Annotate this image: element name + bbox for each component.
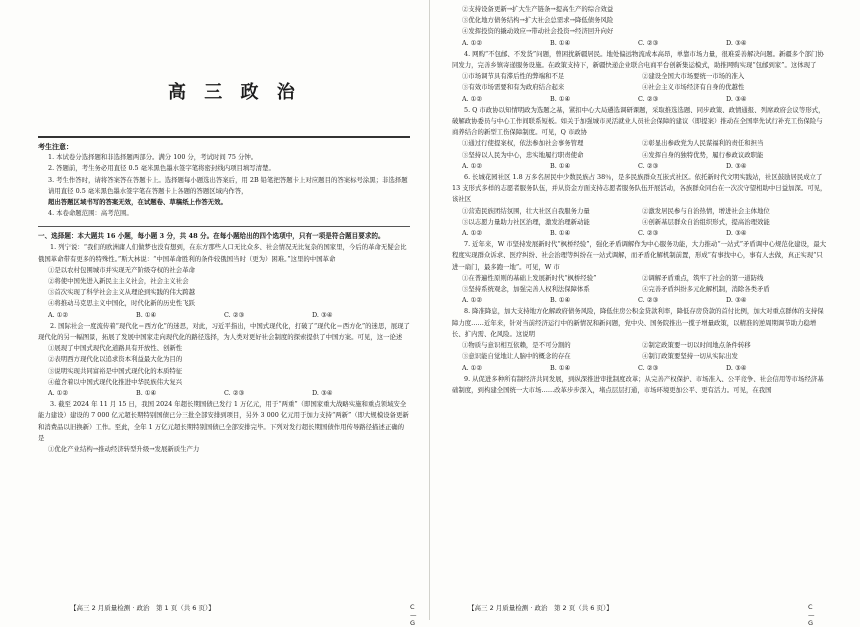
answer-d: D. ③④ xyxy=(312,310,333,319)
q8-options-row xyxy=(452,351,828,362)
answer-a: A. ①② xyxy=(462,363,483,372)
q7-option: ③坚持系统观念，加强完善人权利法保障体系 xyxy=(462,285,590,294)
question-2-stem: 2. 国际社会一度流传着“现代化＝西方化”的迷思，对此，习近平指出，中国式现代化，打破了“现代化＝西方化”的迷思，展现了现代化的另一幅图景，拓展了发展中国家走向现代化的路径选择，为人类对更好社会制度的探索提供了中国方案。可见，这一论述 xyxy=(38,321,410,342)
notice-item: 3. 考生作答时，请将答案答在答题卡上。选择题每小题选出答案后，用 2B 铅笔把答题卡上对应题目的答案标号涂黑；非选择题请用直径 0.5 毫米黑色墨水签字笔在答题卡上各题的答题区域内作答， xyxy=(48,175,408,195)
question-6-stem: 6. 长城花园社区 1.8 万多名居民中少数民族占 38％，是多民族群众互嵌式社区。依托新时代文明实践站，社区鼓励居民成立了 13 支形式多样的志愿者服务队伍，并从资金方面支持志愿者服务队伍开展活动，各族群众同台在一次次守望相助中日益加深。可见，该社区 xyxy=(452,173,827,204)
q6-answers xyxy=(452,228,828,239)
q1-option: ①是以农村包围城市并实现无产阶级夺权的社会革命 xyxy=(48,265,195,274)
answer-b: B. ①④ xyxy=(550,38,571,47)
q8-option: ②制定政策要一切以时间地点条件转移 xyxy=(642,341,751,350)
question-8-stem: 8. 降准降息，加大支持地方化解政府债务风险，降低住房公积金贷款利率，降低存房贷款的首付比例，加大对重点群体的支持保障力度……近年来，针对当前经济运行中的新情况和新问题，党中央、国务院推出一揽子增量政策，以精准的逆周期调节助力稳增长、扩内需、化风险。这说明 xyxy=(452,307,824,338)
q2-answers xyxy=(38,388,410,399)
answer-d: D. ③④ xyxy=(726,38,747,47)
answer-c: C. ②③ xyxy=(224,389,245,398)
q5-option: ④发挥自身的独特优势，履行参政议政职能 xyxy=(642,150,764,159)
q7-options-row xyxy=(452,273,828,284)
right-body xyxy=(452,4,828,396)
q8-answers xyxy=(452,363,828,374)
q1-option: ②将使中国先进入新民主主义社会，社会主义社会 xyxy=(48,277,189,286)
q2-option: ①展现了中国式现代化道路具有开放性、创新性 xyxy=(48,344,183,353)
question-5-stem: 5. Q 市政协以知情明政为选题之基，紧扣中心大局遴选调研课题，采取推选选题、同步政策、政情通报、列席政府会议等形式，破解政协委员与中心工作间联系短板。如关于加强城市灵活就业人员社会保障的建议（即提案）推动在全国率先试行补充工伤保险与商养结合的新型工伤保障制度。可见，Q 市政协 xyxy=(452,105,825,137)
q6-option: ③以志愿力量助力社区治理，激发治理新动能 xyxy=(462,217,590,226)
q4-options-row xyxy=(452,71,828,82)
answer-c: C. ②③ xyxy=(638,161,659,170)
footer-left xyxy=(70,603,417,627)
q6-option: ①营造民族团结氛围，壮大社区自我服务力量 xyxy=(462,206,590,215)
q5-option: ②彰显出参政党为人民谋福利的责任和担当 xyxy=(642,139,764,148)
question-7-stem: 7. 近年来，W 市坚持发展新时代“枫桥经验”，强化矛盾调解作为中心服务功能，大力推动“一站式”矛盾调中心规范化建设，最大程度实现群众诉求、医疗纠纷、社会治理等纠纷在一站式调解，而矛盾化解机制前置，形成“有事找中心，事有人去做，真正实现“只进一扇门，最多跑一地”。可见，W 市 xyxy=(452,240,827,271)
answer-c: C. ②③ xyxy=(224,310,245,319)
footer-text: 【高三 2 月质量检测 · 政治 第 2 页（共 6 页）】 xyxy=(468,604,613,612)
q1-option: ④将推动马克思主义中国化，时代化新的历史性飞跃 xyxy=(48,299,195,308)
q7-option: ④完善矛盾纠纷多元化解机制，消除各类矛盾 xyxy=(642,285,770,294)
answer-a: A. ①② xyxy=(462,161,483,170)
answer-b: B. ①④ xyxy=(550,229,571,238)
notice-box xyxy=(38,141,410,219)
q6-options-row xyxy=(452,217,828,228)
question-4-stem: 4. 网购“不包邮、不发货”问题，曾困扰新疆居民。地处偏远物流成本高昂，单靠市场力量，很难妥善解决问题。新疆多个部门协同发力，完善乡镇寄递服务设施。在政策支持下，新疆快递企业联合电商平台创新集运模式，助推网购实现“包邮到家”。这体现了 xyxy=(452,49,824,70)
q3-option: ②支持设备更新→扩大生产链条→提高生产的综合效益 xyxy=(462,5,614,13)
q2-option: ④蕴含着以中国式现代化推进中华民族伟大复兴 xyxy=(48,377,183,386)
q8-option: ③意识能自觉地让人脑中的概念的存在 xyxy=(462,352,571,361)
q3-option: ③优化地方债务结构→扩大社会总需求→降低债务风险 xyxy=(462,16,614,25)
question-9-stem: 9. 从促进多种所有制经济共同发展，到纵深推进审批制度改革；从完善产权保护、市场准入、公平竞争、社会信用等市场经济基础制度，到构建全国统一大市场……改革步步深入，堵点层层打通，市场环境更加公平、更有活力。可见，在我国 xyxy=(452,374,824,394)
answer-d: D. ③④ xyxy=(726,161,747,170)
answer-b: B. ①④ xyxy=(550,94,571,103)
page-title: 高 三 政 治 xyxy=(168,82,301,103)
answer-c: C. ②③ xyxy=(638,363,659,372)
answer-b: B. ①④ xyxy=(550,363,571,372)
q1-answers xyxy=(38,310,410,321)
answer-d: D. ③④ xyxy=(312,389,333,398)
q4-options-row xyxy=(452,82,828,93)
q4-option: ③有效市场需要和有为政府结合起来 xyxy=(462,83,565,92)
q5-option: ③坚持以人民为中心，忠实地履行职责使命 xyxy=(462,150,584,159)
answer-a: A. ①② xyxy=(48,310,69,319)
q5-options-row xyxy=(452,138,828,149)
answer-a: A. ①② xyxy=(48,389,69,398)
notice-item-warning: 超出答题区域书写的答案无效，在试题卷、草稿纸上作答无效。 xyxy=(48,198,227,207)
q2-option: ③说明实现共同富裕是中国式现代化的本质特征 xyxy=(48,366,183,375)
q3-answers xyxy=(452,38,828,49)
left-body xyxy=(38,231,410,455)
q6-option: ④创新基层群众自治组织形式，提高治理效能 xyxy=(642,217,770,226)
footer-right xyxy=(468,603,815,627)
q4-option: ①市场调节具有滞后性的弊端和不足 xyxy=(462,72,565,81)
answer-c: C. ②③ xyxy=(638,229,659,238)
q7-answers xyxy=(452,295,828,306)
answer-b: B. ①④ xyxy=(136,389,157,398)
q4-option: ④社会主义市场经济有自身的优越性 xyxy=(642,83,745,92)
q1-option: ③首次实现了科学社会主义从理论到实践的伟大跨越 xyxy=(48,288,195,297)
answer-c: C. ②③ xyxy=(638,94,659,103)
q8-options-row xyxy=(452,340,828,351)
answer-c: C. ②③ xyxy=(638,38,659,47)
q5-options-row xyxy=(452,150,828,161)
answer-a: A. ①② xyxy=(462,229,483,238)
q7-options-row xyxy=(452,284,828,295)
answer-b: B. ①④ xyxy=(136,310,157,319)
q2-option: ②表明西方现代化以追求资本利益最大化为目的 xyxy=(48,355,183,364)
q5-option: ①通过行使提案权，依法参加社会事务管理 xyxy=(462,139,584,148)
q3-option: ①优化产业结构→推动经济转型升级→发展新质生产力 xyxy=(48,445,200,454)
answer-d: D. ③④ xyxy=(726,94,747,103)
answer-d: D. ③④ xyxy=(726,229,747,238)
question-1-stem: 1. 列宁说：“我们的欧洲庸人们做梦也没有想到，在东方那些人口无比众多、社会情况无比复杂的国家里，今后的革命无疑会比俄国革命带有更多的特殊性。”斯大林说：“中国革命胜利的条件较俄国当时（更为）困难。”这里的中国革命 xyxy=(38,243,407,263)
notice-item: 1. 本试卷分选择题和非选择题两部分。满分 100 分，考试时间 75 分钟。 xyxy=(48,153,258,162)
q5-answers xyxy=(452,161,828,172)
q6-option: ②激发居民参与自治热情，增进社会主体地位 xyxy=(642,206,770,215)
section-heading: 一、选择题：本大题共 16 小题，每小题 3 分，共 48 分。在每小题给出的四个选项中，只有一项是符合题目要求的。 xyxy=(38,232,385,240)
answer-b: B. ①④ xyxy=(550,161,571,170)
notice-rule xyxy=(38,226,410,227)
question-3-stem: 3. 截至 2024 年 11 月 15 日，我国 2024 年超长期国债已发行 1 万亿元，用于“两重”（即国家重大战略实施和重点领域安全能力建设）建设的 7 000 亿元超长期特别国债已分三批全部安排到项目，另外 3 000 亿元用于加力支持“两新”（即大规模设备更新和消费品以旧换新）工作。至此，全年 1 万亿元超长期特别国债已全部安排完毕。下列对发行超长期国债作用传导路径描述正确的是 xyxy=(38,400,409,442)
answer-a: A. ①② xyxy=(462,94,483,103)
answer-a: A. ①② xyxy=(462,296,483,305)
footer-code: C—G xyxy=(808,603,815,627)
q7-option: ②调解矛盾重点，筑牢了社会的第一道防线 xyxy=(642,273,764,282)
answer-d: D. ③④ xyxy=(726,363,747,372)
notice-heading: 考生注意： xyxy=(38,142,73,151)
q8-option: ①物质与意识相互依赖，是不可分割的 xyxy=(462,341,571,350)
q7-option: ①在普遍性原则的基础上发展新时代“枫桥经验” xyxy=(462,273,597,282)
header-rule xyxy=(38,136,410,138)
q4-option: ②建设全国大市场要统一市场的准入 xyxy=(642,72,745,81)
notice-item: 2. 答题前，考生务必用直径 0.5 毫米黑色墨水签字笔将密封线内项目填写清楚。 xyxy=(48,164,275,173)
answer-c: C. ②③ xyxy=(638,296,659,305)
answer-a: A. ①② xyxy=(462,38,483,47)
q4-answers xyxy=(452,94,828,105)
footer-text: 【高三 2 月质量检测 · 政治 第 1 页（共 6 页）】 xyxy=(70,604,215,612)
page-right xyxy=(430,0,860,627)
footer-code: C—G xyxy=(410,603,417,627)
notice-item: 4. 本卷命题范围：高考范围。 xyxy=(48,209,133,218)
answer-d: D. ③④ xyxy=(726,296,747,305)
answer-b: B. ①④ xyxy=(550,296,571,305)
q8-option: ④制订政策要坚持一切从实际出发 xyxy=(642,352,738,361)
q6-options-row xyxy=(452,206,828,217)
q3-option: ④发挥投资的撬动效应→带动社会投资→经济回升向好 xyxy=(462,27,614,36)
